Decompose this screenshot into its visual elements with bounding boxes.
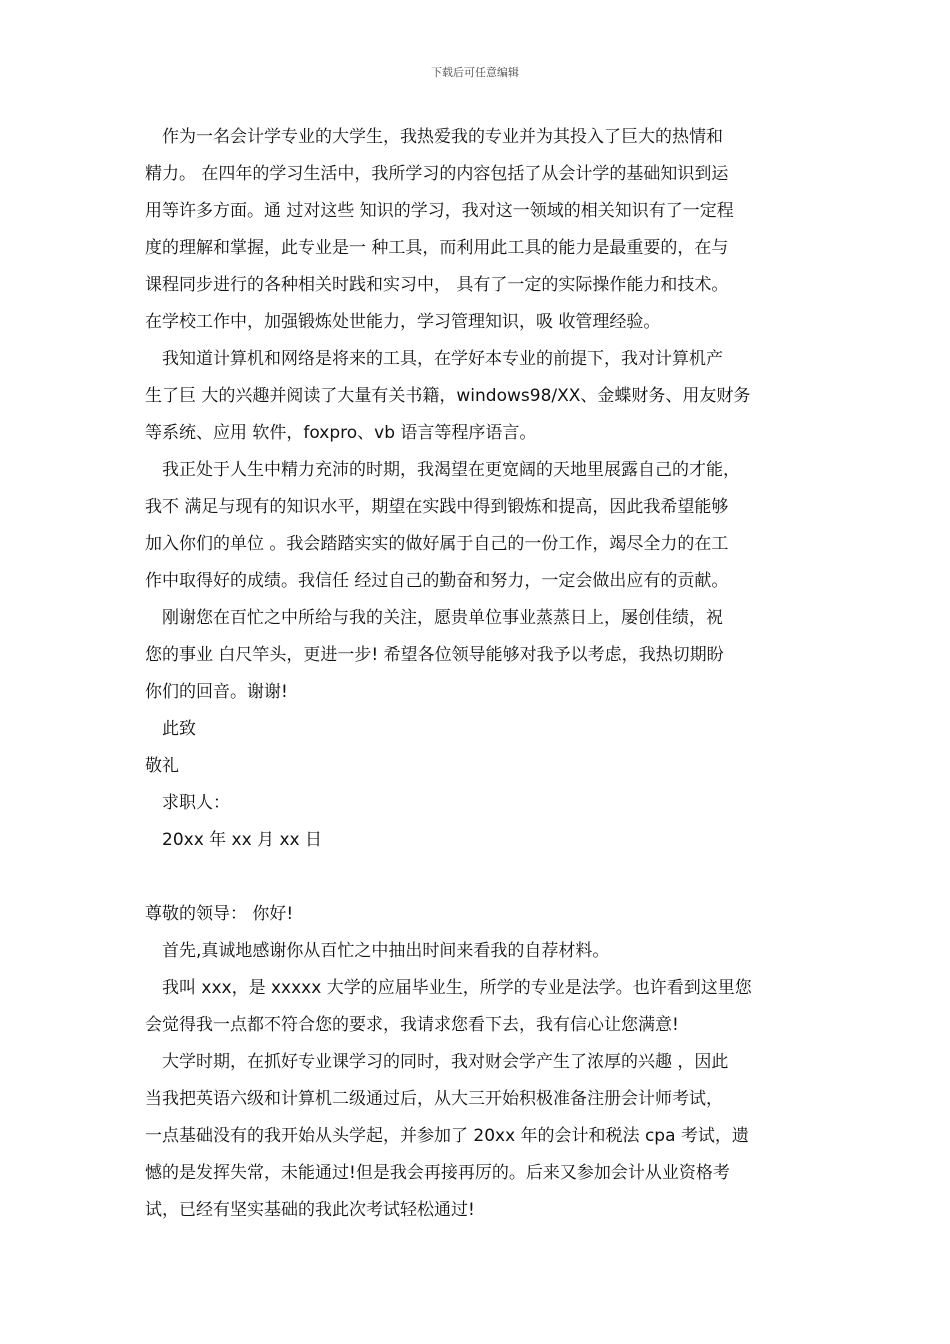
text-line: 试，已经有坚实基础的我此次考试轻松通过! — [145, 1200, 475, 1220]
letter-1-paragraph-2 — [145, 341, 815, 452]
text-line: 一点基础没有的我开始从头学起，并参加了 20xx 年的会计和税法 cpa 考试，遗 — [145, 1126, 749, 1146]
text-line: 我叫 xxx，是 xxxxx 大学的应届毕业生，所学的专业是法学。也许看到这里您 — [162, 978, 752, 998]
letter-2-greeting: 尊敬的领导： 你好! — [145, 904, 294, 924]
text-line: 您的事业 白尺竿头，更进一步! 希望各位领导能够对我予以考虑，我热切期盼 — [145, 645, 724, 665]
closing-regards: 敬礼 — [145, 756, 179, 776]
signature-label: 求职人： — [162, 793, 230, 813]
page-header: 下载后可任意编辑 — [431, 66, 519, 79]
text-line: 我不 满足与现有的知识水平，期望在实践中得到锻炼和提高，因此我希望能够 — [145, 497, 729, 517]
text-line: 加入你们的单位 。我会踏踏实实的做好属于自己的一份工作，竭尽全力的在工 — [145, 534, 729, 554]
text-line: 等系统、应用 软件，foxpro、vb 语言等程序语言。 — [145, 423, 537, 443]
text-line: 憾的是发挥失常，未能通过!但是我会再接再厉的。后来又参加会计从业资格考 — [145, 1163, 730, 1183]
letter-date: 20xx 年 xx 月 xx 日 — [162, 830, 323, 850]
letter-1-paragraph-4 — [145, 600, 815, 711]
document-body — [145, 119, 815, 1229]
letter-2-paragraph-1: 首先,真诚地感谢你从百忙之中抽出时间来看我的自荐材料。 — [162, 941, 610, 961]
text-line: 精力。 在四年的学习生活中，我所学习的内容包括了从会计学的基础知识到运 — [145, 164, 729, 184]
text-line: 度的理解和掌握，此专业是一 种工具，而利用此工具的能力是最重要的，在与 — [145, 238, 729, 258]
text-line: 课程同步进行的各种相关时践和实习中， 具有了一定的实际操作能力和技术。 — [145, 275, 729, 295]
closing-salutation: 此致 — [162, 719, 196, 739]
text-line: 刚谢您在百忙之中所给与我的关注，愿贵单位事业蒸蒸日上，屡创佳绩，祝 — [162, 608, 723, 628]
text-line: 作中取得好的成绩。我信任 经过自己的勤奋和努力，一定会做出应有的贡献。 — [145, 571, 729, 591]
text-line: 生了巨 大的兴趣并阅读了大量有关书籍，windows98/XX、金蝶财务、用友财务 — [145, 386, 751, 406]
text-line: 当我把英语六级和计算机二级通过后，从大三开始积极准备注册会计师考试， — [145, 1089, 723, 1109]
letter-2-paragraph-3 — [145, 1044, 815, 1229]
text-line: 你们的回音。谢谢! — [145, 682, 288, 702]
letter-1-paragraph-3 — [145, 452, 815, 600]
text-line: 会觉得我一点都不符合您的要求，我请求您看下去，我有信心让您满意! — [145, 1015, 679, 1035]
text-line: 我知道计算机和网络是将来的工具，在学好本专业的前提下，我对计算机产 — [162, 349, 723, 369]
text-line: 作为一名会计学专业的大学生，我热爱我的专业并为其投入了巨大的热情和 — [162, 127, 723, 147]
letter-separator — [145, 859, 815, 896]
letter-2-paragraph-2 — [145, 970, 815, 1044]
text-line: 我正处于人生中精力充沛的时期，我渴望在更宽阔的天地里展露自己的才能， — [162, 460, 740, 480]
letter-1-paragraph-1 — [145, 119, 815, 341]
text-line: 大学时期，在抓好专业课学习的同时，我对财会学产生了浓厚的兴趣 ，因此 — [162, 1052, 729, 1072]
text-line: 在学校工作中，加强锻炼处世能力，学习管理知识，吸 收管理经验。 — [145, 312, 661, 332]
text-line: 用等许多方面。通 过对这些 知识的学习，我对这一领域的相关知识有了一定程 — [145, 201, 734, 221]
